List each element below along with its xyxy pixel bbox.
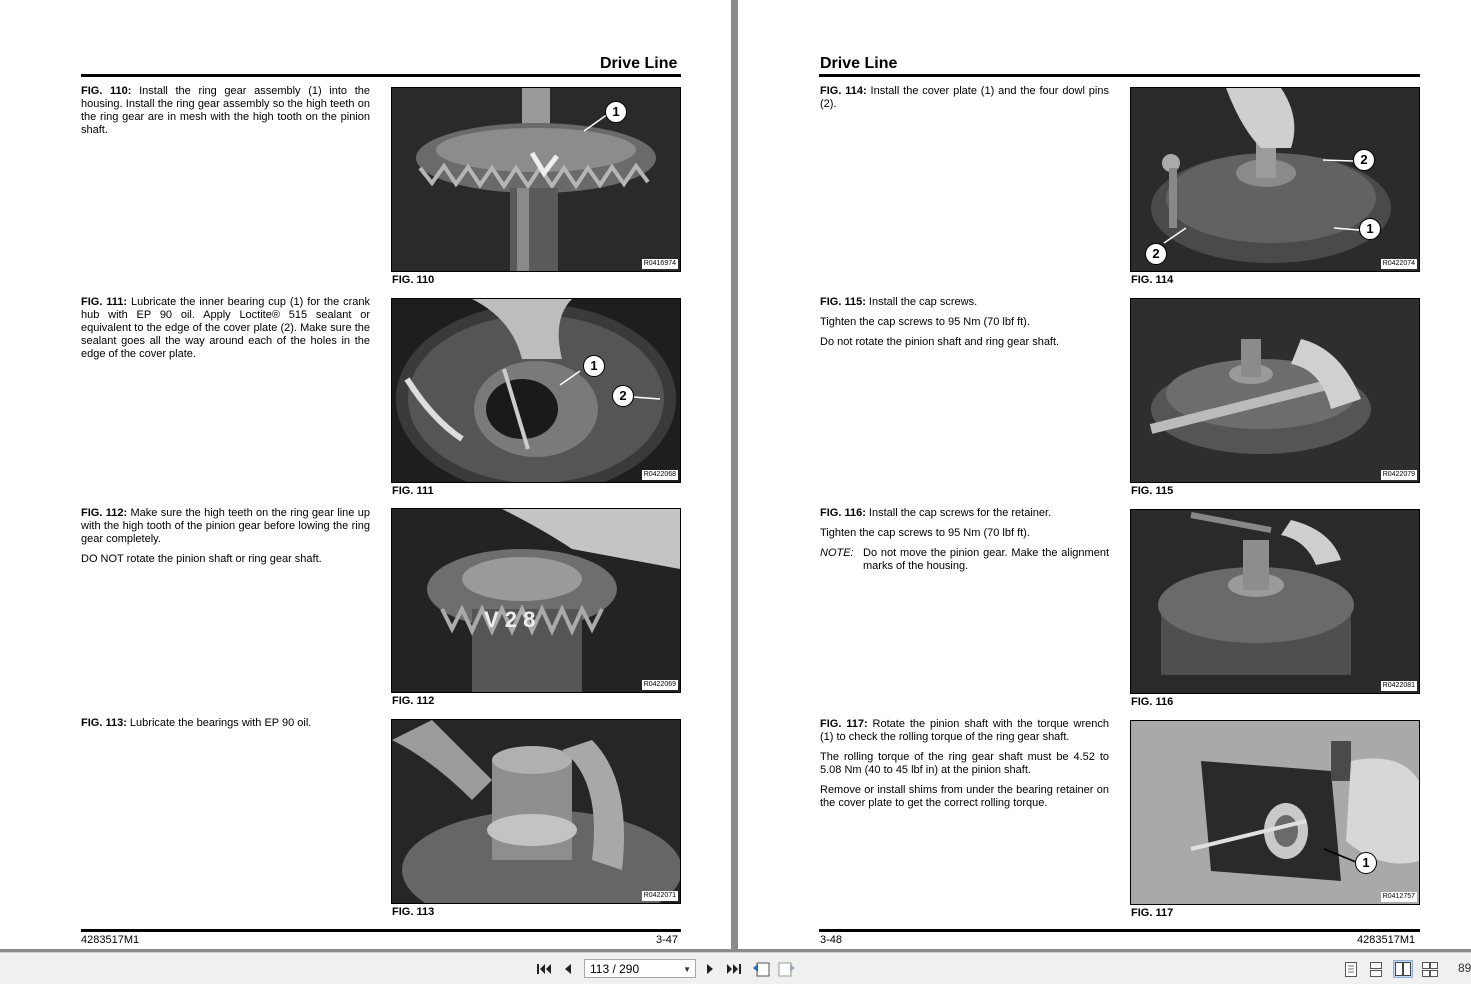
fig-110-photo [391,87,681,272]
fig-114-photo [1130,87,1420,272]
left-page [0,0,731,949]
continuous-facing-view-icon[interactable] [1420,960,1440,978]
footer-document-number: 4283517M1 [81,934,140,946]
fig-label: FIG. 111: [81,296,128,308]
note-text: Do not move the pinion gear. Make the alignment marks of the housing. [863,547,1109,572]
fig-label: FIG. 114: [820,85,867,97]
fig-label: FIG. 115: [820,296,866,308]
fig-label: FIG. 113: [81,717,127,729]
fig-paragraph: Install the cover plate (1) and the four dowl pins (2). [820,85,1109,110]
fig-111-caption: FIG. 111 [392,485,434,497]
figure-reference-code: R0422081 [1382,682,1415,689]
callout-marker: 2 [1145,243,1167,265]
header-rule [81,74,681,77]
fig-paragraph: Lubricate the inner bearing cup (1) for the crank hub with EP 90 oil. Apply Loctite® 515 sealant or equivalent to the edge of the cover plate (2). Make sure the sealant goes all the way around each of the holes in the edge of the cover plate. [81,296,371,360]
callout-marker: 1 [605,101,627,123]
figure-reference-code: R0422074 [1382,260,1415,267]
figure-reference-code: R0422079 [1382,471,1415,478]
fig-116-text [820,507,1109,573]
fig-paragraph: Lubricate the bearings with EP 90 oil. [129,717,312,729]
fig-111-text [81,296,370,368]
fig-label: FIG. 112: [81,507,128,519]
fig-117-caption: FIG. 117 [1131,907,1174,919]
first-page-icon[interactable] [535,960,553,978]
fig-112-photo [391,508,681,693]
page-indicator: 113 / 290 [590,962,640,976]
next-page-icon[interactable] [701,960,719,978]
fig-110-text [81,85,370,144]
fig-paragraph: DO NOT rotate the pinion shaft or ring gear shaft. [81,553,322,565]
fig-113-text [81,717,370,737]
fig-paragraph: Tighten the cap screws to 95 Nm (70 lbf ft). [820,527,1030,539]
fig-117-text [820,718,1109,817]
fig-112-text [81,507,370,573]
chevron-down-icon[interactable]: ▼ [683,965,691,974]
fig-113-caption: FIG. 113 [392,906,435,918]
previous-page-icon[interactable] [559,960,577,978]
figure-reference-code: R0422071 [643,892,676,899]
page-number-input[interactable] [584,959,696,978]
fig-115-text [820,296,1109,356]
last-page-icon[interactable] [725,960,743,978]
fig-111-photo [391,298,681,483]
note-label: NOTE: [820,547,854,559]
fig-112-caption: FIG. 112 [392,695,435,707]
svg-text:V 2 8: V 2 8 [484,607,536,632]
previous-view-icon[interactable] [752,960,770,978]
callout-marker: 2 [612,385,634,407]
fig-paragraph: Install the ring gear assembly (1) into the housing. Install the ring gear assembly so the high teeth on the ring gear are in mesh with the high tooth on the pinion shaft. [81,85,370,136]
right-page [738,0,1471,949]
viewer-toolbar [0,952,1471,984]
fig-paragraph: Do not rotate the pinion shaft and ring gear shaft. [820,336,1060,348]
footer-page-number: 3-47 [656,934,679,946]
callout-marker: 1 [1355,852,1377,874]
fig-paragraph: Rotate the pinion shaft with the torque wrench (1) to check the rolling torque of the ring gear shaft. [820,718,1110,743]
fig-paragraph: Remove or install shims from under the bearing retainer on the cover plate to get the correct rolling torque. [820,784,1109,809]
fig-label: FIG. 110: [81,85,132,97]
callout-marker: 1 [1359,218,1381,240]
fig-label: FIG. 116: [820,507,866,519]
fig-paragraph: Tighten the cap screws to 95 Nm (70 lbf ft). [820,316,1030,328]
figure-reference-code: R0422069 [643,681,676,688]
fig-115-caption: FIG. 115 [1131,485,1174,497]
zoom-level[interactable]: 89 [1458,961,1471,975]
header-rule [819,74,1420,77]
single-page-view-icon[interactable] [1341,960,1361,978]
fig-117-photo [1130,720,1420,905]
fig-114-text [820,85,1109,118]
facing-view-icon[interactable] [1393,960,1413,978]
page-header-title: Drive Line [600,55,678,72]
callout-marker: 1 [583,355,605,377]
footer-document-number: 4283517M1 [1357,934,1416,946]
footer-rule [819,929,1420,932]
footer-rule [81,929,681,932]
fig-paragraph: The rolling torque of the ring gear shaft must be 4.52 to 5.08 Nm (40 to 45 lbf in) at the pinion shaft. [820,751,1109,776]
fig-113-photo [391,719,681,904]
figure-reference-code: R0416974 [643,260,676,267]
figure-reference-code: R0412757 [1382,893,1415,900]
next-view-icon[interactable] [778,960,796,978]
fig-115-photo [1130,298,1420,483]
fig-paragraph: Install the cap screws for the retainer. [868,507,1052,519]
callout-marker: 2 [1353,149,1375,171]
fig-label: FIG. 117: [820,718,868,730]
fig-116-photo [1130,509,1420,694]
figure-reference-code: R0422068 [643,471,676,478]
fig-paragraph: Install the cap screws. [868,296,978,308]
note [820,547,1109,573]
fig-110-caption: FIG. 110 [392,274,435,286]
fig-114-caption: FIG. 114 [1131,274,1174,286]
footer-page-number: 3-48 [820,934,843,946]
fig-paragraph: Make sure the high teeth on the ring gear line up with the high tooth of the pinion gear before lowing the ring gear completely. [81,507,370,545]
fig-116-caption: FIG. 116 [1131,696,1174,708]
page-header-title: Drive Line [820,55,898,72]
continuous-view-icon[interactable] [1366,960,1386,978]
